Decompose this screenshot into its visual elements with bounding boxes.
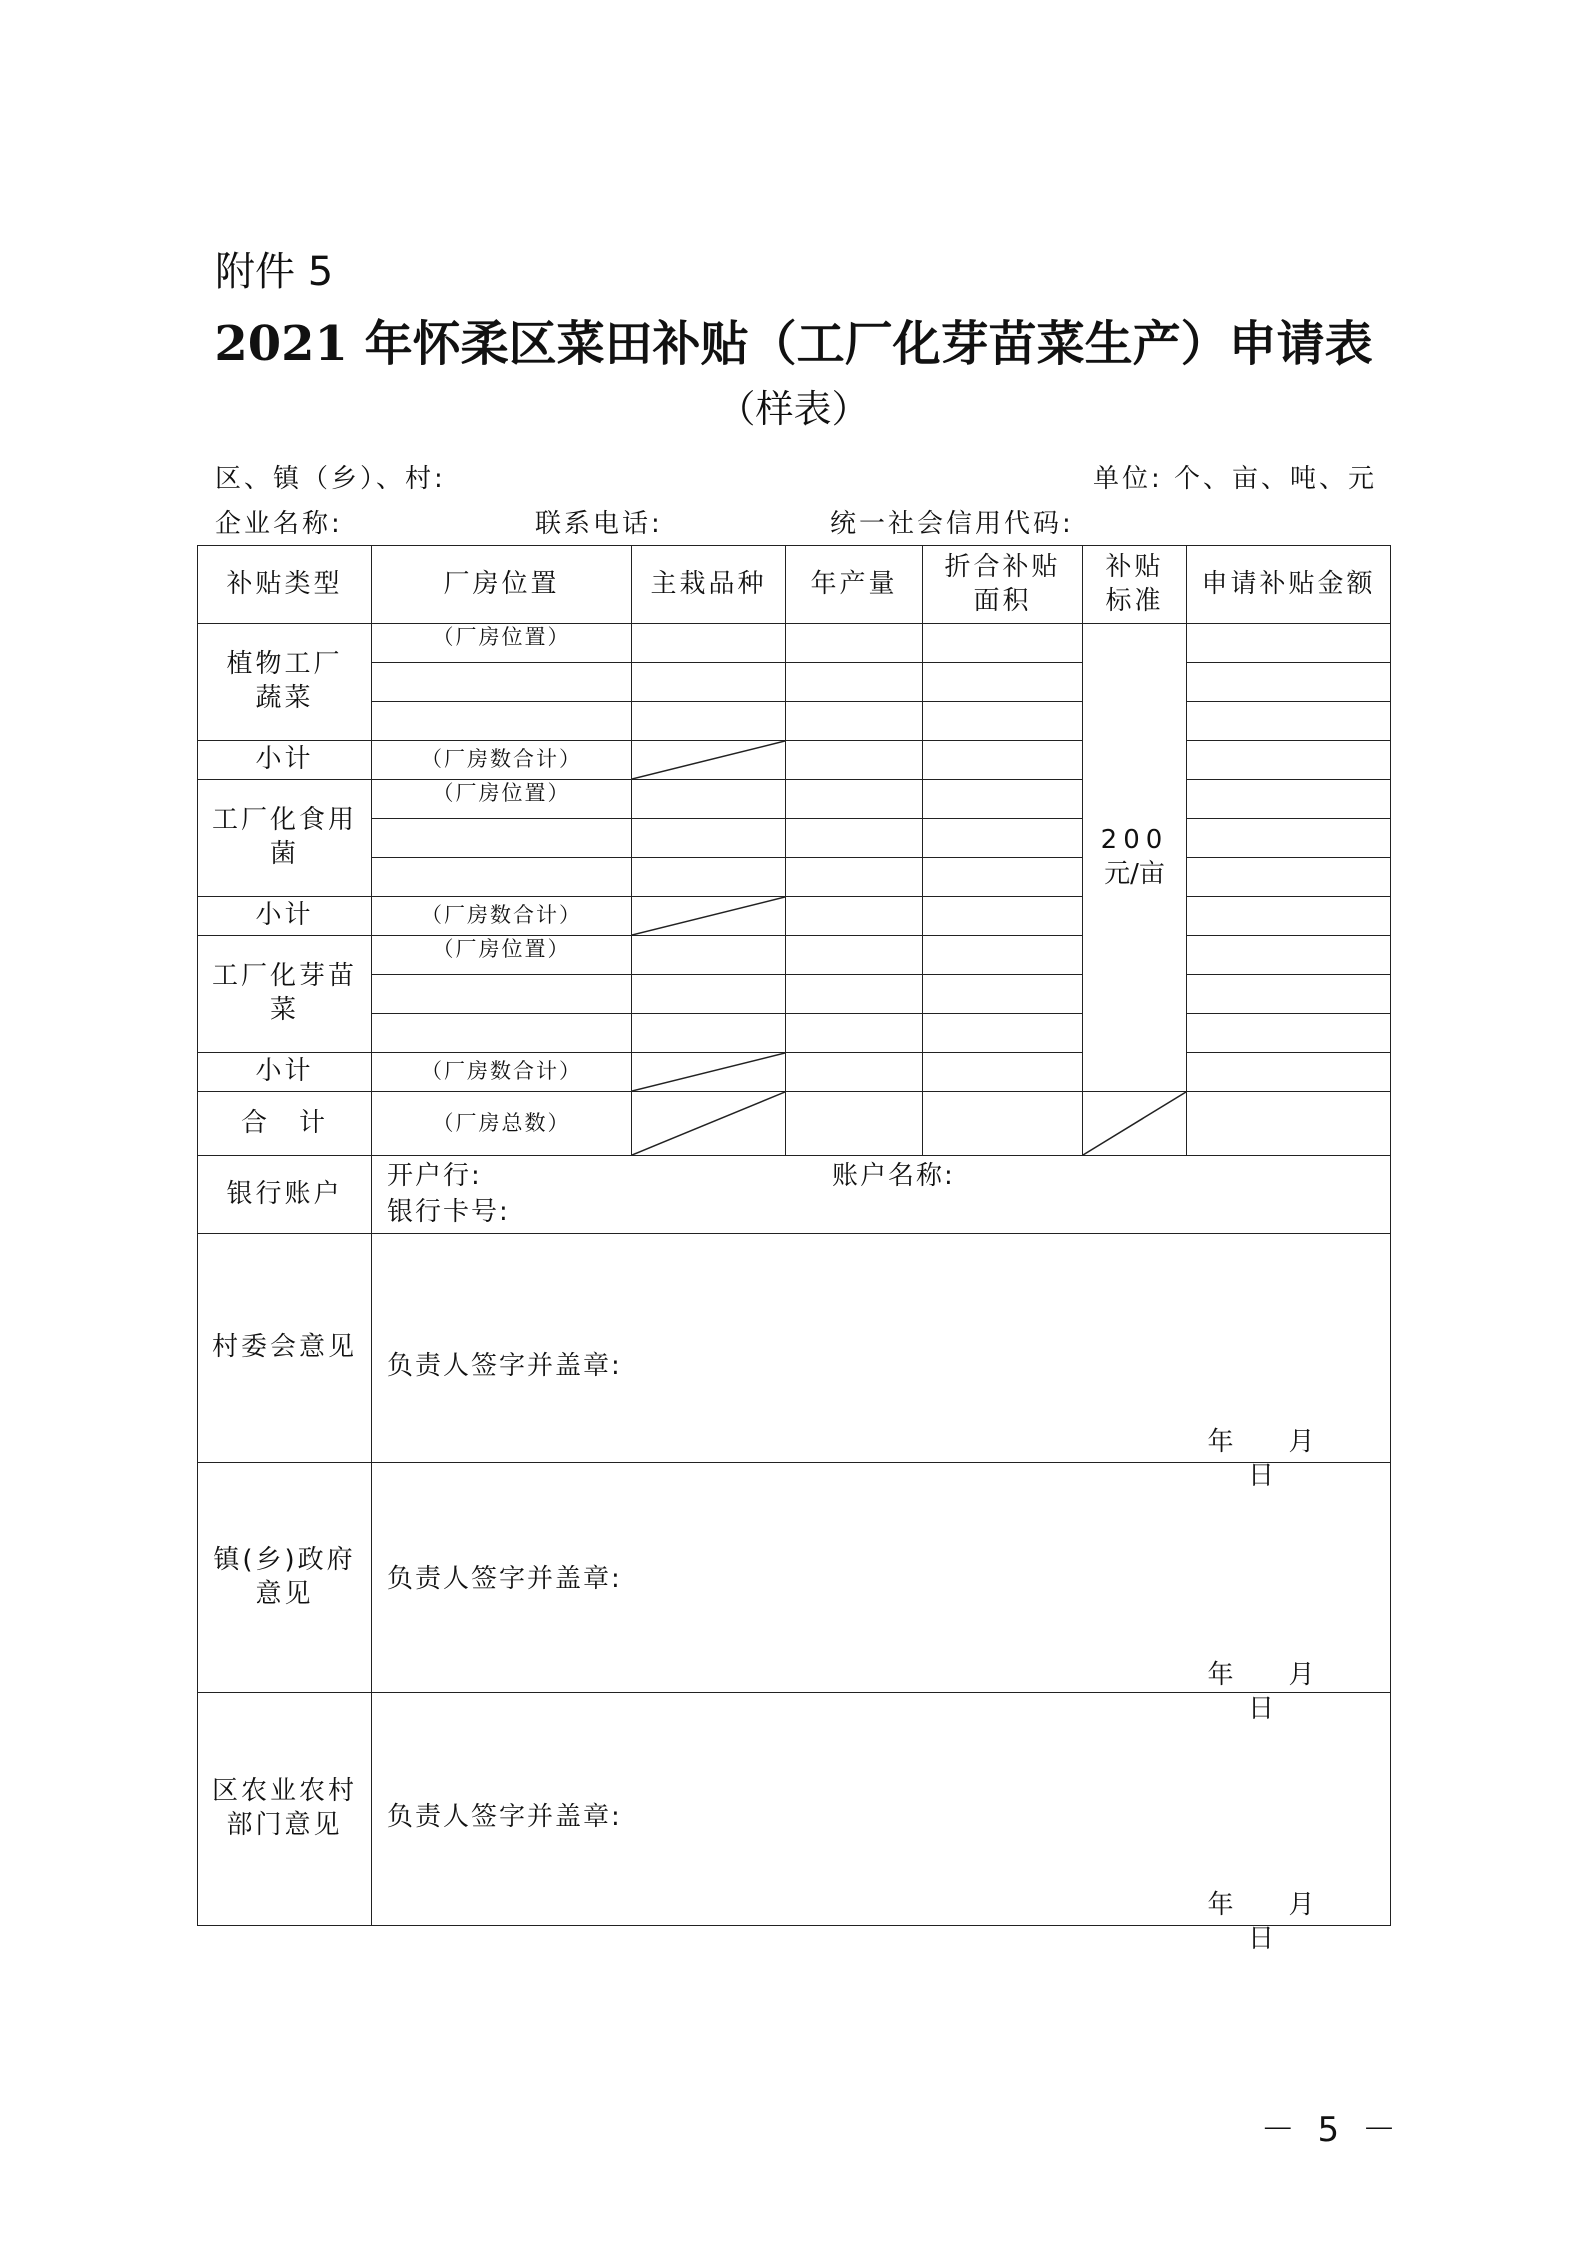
subsidy-standard-cell — [1083, 624, 1187, 1092]
diagonal-slash-cell — [632, 1092, 786, 1156]
output-cell[interactable] — [786, 780, 923, 819]
diagonal-line — [632, 1092, 785, 1155]
company-name-label: 企业名称: — [215, 509, 343, 539]
output-cell[interactable] — [786, 741, 923, 780]
location-cell[interactable] — [372, 975, 632, 1014]
approval-label-line1: 村委会意见 — [211, 1332, 357, 1363]
location-cell[interactable] — [372, 858, 632, 897]
area-cell[interactable] — [923, 624, 1083, 663]
district-field-label: 区、镇（乡）、村: — [215, 464, 446, 494]
approval-label-line1: 区农业农村 — [211, 1776, 357, 1807]
group-name-plant-factory — [198, 624, 372, 741]
output-cell[interactable] — [786, 624, 923, 663]
amount-cell[interactable] — [1187, 1092, 1391, 1156]
bank-name-label: 开户行: — [387, 1161, 482, 1191]
amount-cell[interactable] — [1187, 741, 1391, 780]
subtotal-label: 小计 — [198, 897, 372, 936]
approval-label-line2: 部门意见 — [226, 1810, 343, 1840]
amount-cell[interactable] — [1187, 1014, 1391, 1053]
page-number: － 5 － — [1260, 2110, 1402, 2150]
group-name-sprouts — [198, 936, 372, 1053]
amount-cell[interactable] — [1187, 780, 1391, 819]
table-row — [198, 663, 1391, 702]
card-number-label: 银行卡号: — [387, 1197, 510, 1227]
approval-label — [198, 1463, 372, 1693]
variety-cell[interactable] — [632, 936, 786, 975]
bank-account-cell[interactable] — [372, 1156, 1391, 1234]
variety-cell[interactable] — [632, 975, 786, 1014]
group-name-line1: 工厂化芽苗 — [211, 961, 357, 992]
sign-label: 负责人签字并盖章: — [387, 1351, 622, 1381]
month-label: 月 — [1288, 1890, 1315, 1920]
subtotal-row — [198, 1053, 1391, 1092]
location-placeholder: （厂房位置） — [372, 624, 632, 663]
group-name-line2: 菜 — [269, 995, 299, 1025]
variety-cell[interactable] — [632, 663, 786, 702]
variety-cell[interactable] — [632, 819, 786, 858]
year-label: 年 — [1207, 1427, 1234, 1457]
header-area-line1: 折合补贴 — [944, 551, 1061, 582]
table-row — [198, 858, 1391, 897]
diagonal-slash-cell — [1083, 1092, 1187, 1156]
year-label: 年 — [1207, 1660, 1234, 1690]
output-cell[interactable] — [786, 1092, 923, 1156]
area-cell[interactable] — [923, 975, 1083, 1014]
variety-cell[interactable] — [632, 780, 786, 819]
variety-cell[interactable] — [632, 624, 786, 663]
group-name-line1: 植物工厂 — [226, 649, 343, 680]
group-name-line2: 蔬菜 — [255, 683, 314, 713]
group-name-line1: 工厂化食用 — [211, 805, 357, 836]
subtotal-row — [198, 897, 1391, 936]
table-row — [198, 819, 1391, 858]
day-label: 日 — [1247, 1460, 1274, 1491]
amount-cell[interactable] — [1187, 819, 1391, 858]
attachment-label: 附件 5 — [215, 249, 334, 295]
unit-label: 单位: 个、亩、吨、元 — [1092, 464, 1377, 494]
header-area — [923, 546, 1083, 624]
diagonal-line — [632, 897, 785, 935]
group-name-line2: 菌 — [269, 839, 299, 869]
credit-code-label: 统一社会信用代码: — [830, 509, 1074, 539]
area-cell[interactable] — [923, 741, 1083, 780]
total-placeholder: （厂房总数） — [372, 1092, 632, 1156]
table-row — [198, 975, 1391, 1014]
day-label: 日 — [1247, 1693, 1274, 1724]
diagonal-slash-cell — [632, 897, 786, 936]
approval-row-village — [198, 1234, 1391, 1463]
year-label: 年 — [1207, 1890, 1234, 1920]
standard-unit: 元/亩 — [1104, 858, 1165, 889]
phone-label: 联系电话: — [535, 509, 663, 539]
table-row — [198, 780, 1391, 819]
diagonal-line — [632, 741, 785, 779]
approval-label-line2: 意见 — [255, 1578, 314, 1609]
area-cell[interactable] — [923, 663, 1083, 702]
variety-cell[interactable] — [632, 1014, 786, 1053]
bank-row — [198, 1156, 1391, 1234]
area-cell[interactable] — [923, 1053, 1083, 1092]
subtotal-label: 小计 — [198, 1053, 372, 1092]
location-cell[interactable] — [372, 702, 632, 741]
total-row — [198, 1092, 1391, 1156]
output-cell[interactable] — [786, 1053, 923, 1092]
area-cell[interactable] — [923, 1092, 1083, 1156]
output-cell[interactable] — [786, 1014, 923, 1053]
output-cell[interactable] — [786, 663, 923, 702]
approval-label — [198, 1693, 372, 1926]
bank-account-label: 银行账户 — [198, 1156, 372, 1234]
header-location: 厂房位置 — [372, 546, 632, 624]
header-standard — [1083, 546, 1187, 624]
header-amount: 申请补贴金额 — [1187, 546, 1391, 624]
area-cell[interactable] — [923, 858, 1083, 897]
amount-cell[interactable] — [1187, 858, 1391, 897]
output-cell[interactable] — [786, 975, 923, 1014]
output-cell[interactable] — [786, 936, 923, 975]
total-label: 合 计 — [198, 1092, 372, 1156]
variety-cell[interactable] — [632, 858, 786, 897]
amount-cell[interactable] — [1187, 663, 1391, 702]
output-cell[interactable] — [786, 858, 923, 897]
amount-cell[interactable] — [1187, 1053, 1391, 1092]
subtotal-placeholder: （厂房数合计） — [372, 897, 632, 936]
area-cell[interactable] — [923, 936, 1083, 975]
output-cell[interactable] — [786, 819, 923, 858]
document-title: 2021 年怀柔区菜田补贴（工厂化芽苗菜生产）申请表 — [214, 316, 1373, 372]
header-standard-line2: 标准 — [1105, 585, 1164, 616]
location-placeholder: （厂房位置） — [372, 936, 632, 975]
amount-cell[interactable] — [1187, 975, 1391, 1014]
area-cell[interactable] — [923, 897, 1083, 936]
approval-label-line1: 镇(乡)政府 — [213, 1544, 356, 1575]
output-cell[interactable] — [786, 897, 923, 936]
location-cell[interactable] — [372, 663, 632, 702]
amount-cell[interactable] — [1187, 702, 1391, 741]
subtotal-placeholder: （厂房数合计） — [372, 741, 632, 780]
table-row — [198, 624, 1391, 663]
header-area-line2: 面积 — [973, 585, 1032, 616]
location-cell[interactable] — [372, 1014, 632, 1053]
subtotal-label: 小计 — [198, 741, 372, 780]
subtotal-row — [198, 741, 1391, 780]
diagonal-line — [632, 1053, 785, 1091]
sign-label: 负责人签字并盖章: — [387, 1564, 622, 1594]
subtotal-placeholder: （厂房数合计） — [372, 1053, 632, 1092]
header-type: 补贴类型 — [198, 546, 372, 624]
date-field — [1187, 1889, 1390, 1957]
amount-cell[interactable] — [1187, 624, 1391, 663]
approval-row-district — [198, 1693, 1391, 1926]
table-row — [198, 702, 1391, 741]
approval-label — [198, 1234, 372, 1463]
diagonal-line — [1083, 1092, 1186, 1155]
approval-sign-cell[interactable] — [372, 1693, 1391, 1954]
amount-cell[interactable] — [1187, 936, 1391, 975]
area-cell[interactable] — [923, 780, 1083, 819]
header-variety: 主栽品种 — [632, 546, 786, 624]
sign-label: 负责人签字并盖章: — [387, 1802, 622, 1832]
group-name-edible-fungi — [198, 780, 372, 897]
table-row — [198, 936, 1391, 975]
approval-sign-cell[interactable] — [372, 1234, 1391, 1491]
subsidy-application-table — [197, 545, 1391, 1954]
area-cell[interactable] — [923, 702, 1083, 741]
document-subtitle: （样表） — [717, 387, 870, 431]
table-row — [198, 1014, 1391, 1053]
diagonal-slash-cell — [632, 1053, 786, 1092]
month-label: 月 — [1288, 1660, 1315, 1690]
table-header-row — [198, 546, 1391, 624]
area-cell[interactable] — [923, 819, 1083, 858]
location-cell[interactable] — [372, 819, 632, 858]
diagonal-slash-cell — [632, 741, 786, 780]
account-name-label: 账户名称: — [832, 1161, 955, 1191]
amount-cell[interactable] — [1187, 897, 1391, 936]
day-label: 日 — [1247, 1923, 1274, 1954]
location-placeholder: （厂房位置） — [372, 780, 632, 819]
header-output: 年产量 — [786, 546, 923, 624]
area-cell[interactable] — [923, 1014, 1083, 1053]
output-cell[interactable] — [786, 702, 923, 741]
approval-sign-cell[interactable] — [372, 1463, 1391, 1724]
approval-row-town — [198, 1463, 1391, 1693]
standard-value: 200 — [1100, 824, 1169, 855]
header-standard-line1: 补贴 — [1105, 551, 1164, 582]
variety-cell[interactable] — [632, 702, 786, 741]
month-label: 月 — [1288, 1427, 1315, 1457]
